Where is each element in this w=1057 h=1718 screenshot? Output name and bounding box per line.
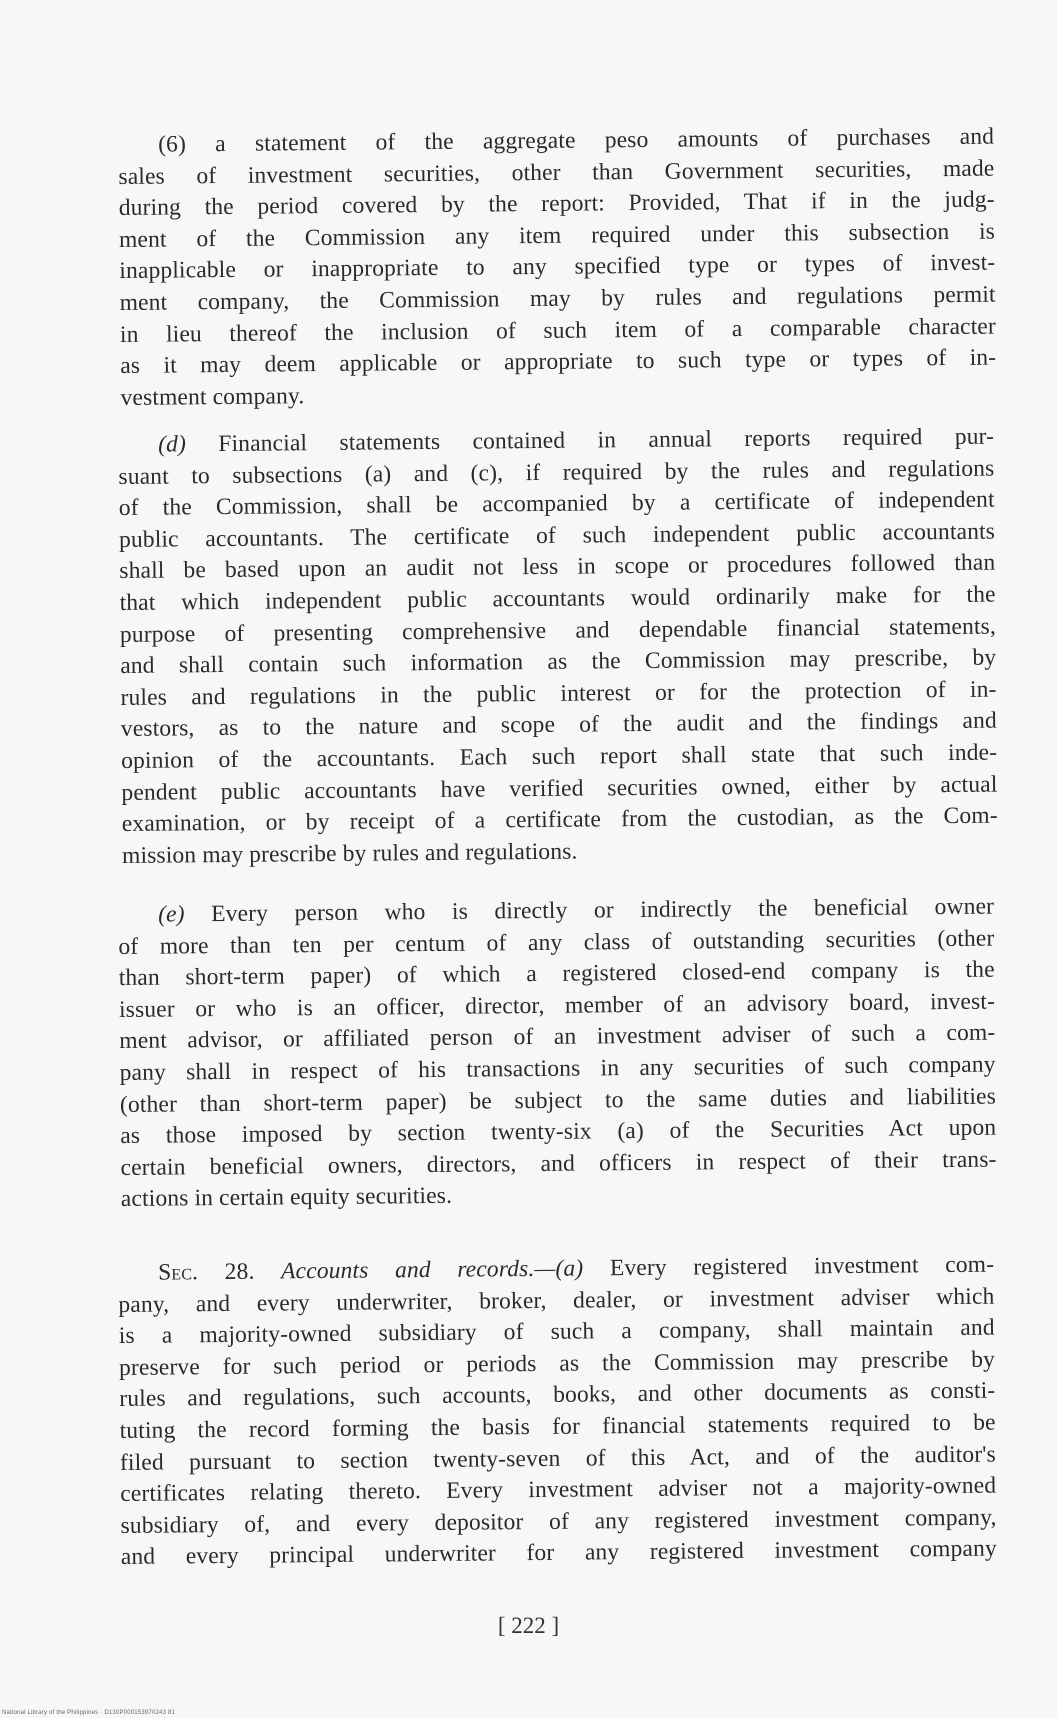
- paragraph-e-line-3: than short-term paper) of which a registered closed-end company is the: [118, 956, 995, 992]
- section-28-marker: (a): [555, 1255, 584, 1282]
- paragraph-e-line-5: ment advisor, or affiliated person of an investment adviser of such a com-: [119, 1019, 996, 1055]
- section-28-line-8: certificates relating thereto. Every investment adviser not a majority-owned: [120, 1472, 997, 1508]
- paragraph-d-line-14: mission may prescribe by rules and regulations.: [121, 838, 578, 869]
- paragraph-6: [118, 122, 997, 415]
- paragraph-d-line-1: (d) Financial statements contained in annual reports required pur-: [158, 423, 995, 458]
- section-28-line-3: is a majority-owned subsidiary of such a company, shall maintain and: [118, 1314, 995, 1350]
- paragraph-d-line-3: of the Commission, shall be accompanied by a certificate of independent: [118, 486, 995, 522]
- section-28-line-2: pany, and every underwriter, broker, dealer, or investment adviser which: [118, 1283, 995, 1318]
- paragraph-e-marker: (e): [158, 901, 185, 928]
- paragraph-e-line-9: certain beneficial owners, directors, and officers in respect of their trans-: [120, 1146, 997, 1181]
- paragraph-e-line-10: actions in certain equity securities.: [120, 1183, 453, 1213]
- paragraph-d: [118, 422, 998, 873]
- section-28: [118, 1250, 997, 1574]
- section-28-line-10: and every principal underwriter for any registered investment company: [120, 1535, 997, 1571]
- paragraph-d-line-10: vestors, as to the nature and scope of the audit and the findings and: [120, 707, 997, 743]
- section-28-line-6: tuting the record forming the basis for financial statements required to be: [119, 1409, 996, 1444]
- paragraph-d-marker: (d): [158, 431, 187, 458]
- section-28-line-9: subsidiary of, and every depositor of any registered investment company,: [120, 1504, 997, 1539]
- paragraph-d-line-8: and shall contain such information as the Commission may prescribe, by: [120, 644, 997, 680]
- paragraph-e-line-7: (other than short-term paper) be subject to the same duties and liabilities: [119, 1083, 997, 1118]
- paragraph-e-line-6: pany shall in respect of his transactions in any securities of such company: [119, 1051, 996, 1086]
- paragraph-e-line-2: of more than ten per centum of any class of outstanding securities (other: [118, 925, 995, 960]
- paragraph-6-line-6: ment company, the Commission may by rules and regulations permit: [119, 281, 996, 316]
- paragraph-e: [118, 892, 997, 1216]
- paragraph-6-line-3: during the period covered by the report: Provided, That if in the judg-: [118, 186, 995, 222]
- paragraph-d-line-9: rules and regulations in the public interest or for the protection of in-: [120, 676, 997, 711]
- paragraph-d-line-2: suant to subsections (a) and (c), if required by the rules and regulations: [118, 455, 995, 490]
- section-label: Sec. 28.: [158, 1258, 255, 1286]
- footer-credit: National Library of the Philippines · D130P000153970243 81: [2, 1710, 176, 1716]
- paragraph-d-line-5: shall be based upon an audit not less in scope or procedures followed than: [119, 549, 996, 585]
- paragraph-e-line-4: issuer or who is an officer, director, member of an advisory board, invest-: [118, 988, 996, 1023]
- paragraph-e-line-8: as those imposed by section twenty-six (a) of the Securities Act upon: [120, 1114, 997, 1150]
- paragraph-d-line-6: that which independent public accountants would ordinarily make for the: [119, 581, 996, 616]
- paragraph-6-line-2: sales of investment securities, other than Government securities, made: [118, 155, 995, 190]
- paragraph-d-line-11: opinion of the accountants. Each such report shall state that such inde-: [121, 739, 998, 774]
- section-heading: Accounts and records.—: [280, 1255, 556, 1285]
- paragraph-d-line-4: public accountants. The certificate of such independent public accountants: [118, 518, 996, 553]
- section-28-line-5: rules and regulations, such accounts, books, and other documents as consti-: [119, 1377, 996, 1413]
- paragraph-6-line-1: (6) a statement of the aggregate peso amounts of purchases and: [158, 123, 995, 158]
- paragraph-6-line-9: vestment company.: [120, 382, 305, 411]
- paragraph-d-line-13: examination, or by receipt of a certificate from the custodian, as the Com-: [121, 802, 998, 838]
- paragraph-6-line-8: as it may deem applicable or appropriate to such type or types of in-: [120, 344, 997, 380]
- section-28-line-4: preserve for such period or periods as the Commission may prescribe by: [118, 1346, 996, 1381]
- paragraph-d-line-7: purpose of presenting comprehensive and dependable financial statements,: [119, 613, 997, 648]
- section-28-line-1: Sec. 28. Accounts and records.—(a) Every registered investment com-: [158, 1251, 995, 1286]
- paragraph-6-line-5: inapplicable or inappropriate to any specified type or types of invest-: [119, 249, 996, 285]
- page-number: [ 222 ]: [497, 1613, 560, 1638]
- paragraph-6-line-7: in lieu thereof the inclusion of such item of a comparable character: [119, 313, 997, 348]
- section-28-line-7: filed pursuant to section twenty-seven of this Act, and of the auditor's: [119, 1441, 997, 1476]
- paragraph-6-line-4: ment of the Commission any item required under this subsection is: [118, 218, 996, 253]
- paragraph-d-line-12: pendent public accountants have verified securities owned, either by actual: [121, 771, 998, 806]
- paragraph-e-line-1: (e) Every person who is directly or indirectly the beneficial owner: [158, 893, 995, 928]
